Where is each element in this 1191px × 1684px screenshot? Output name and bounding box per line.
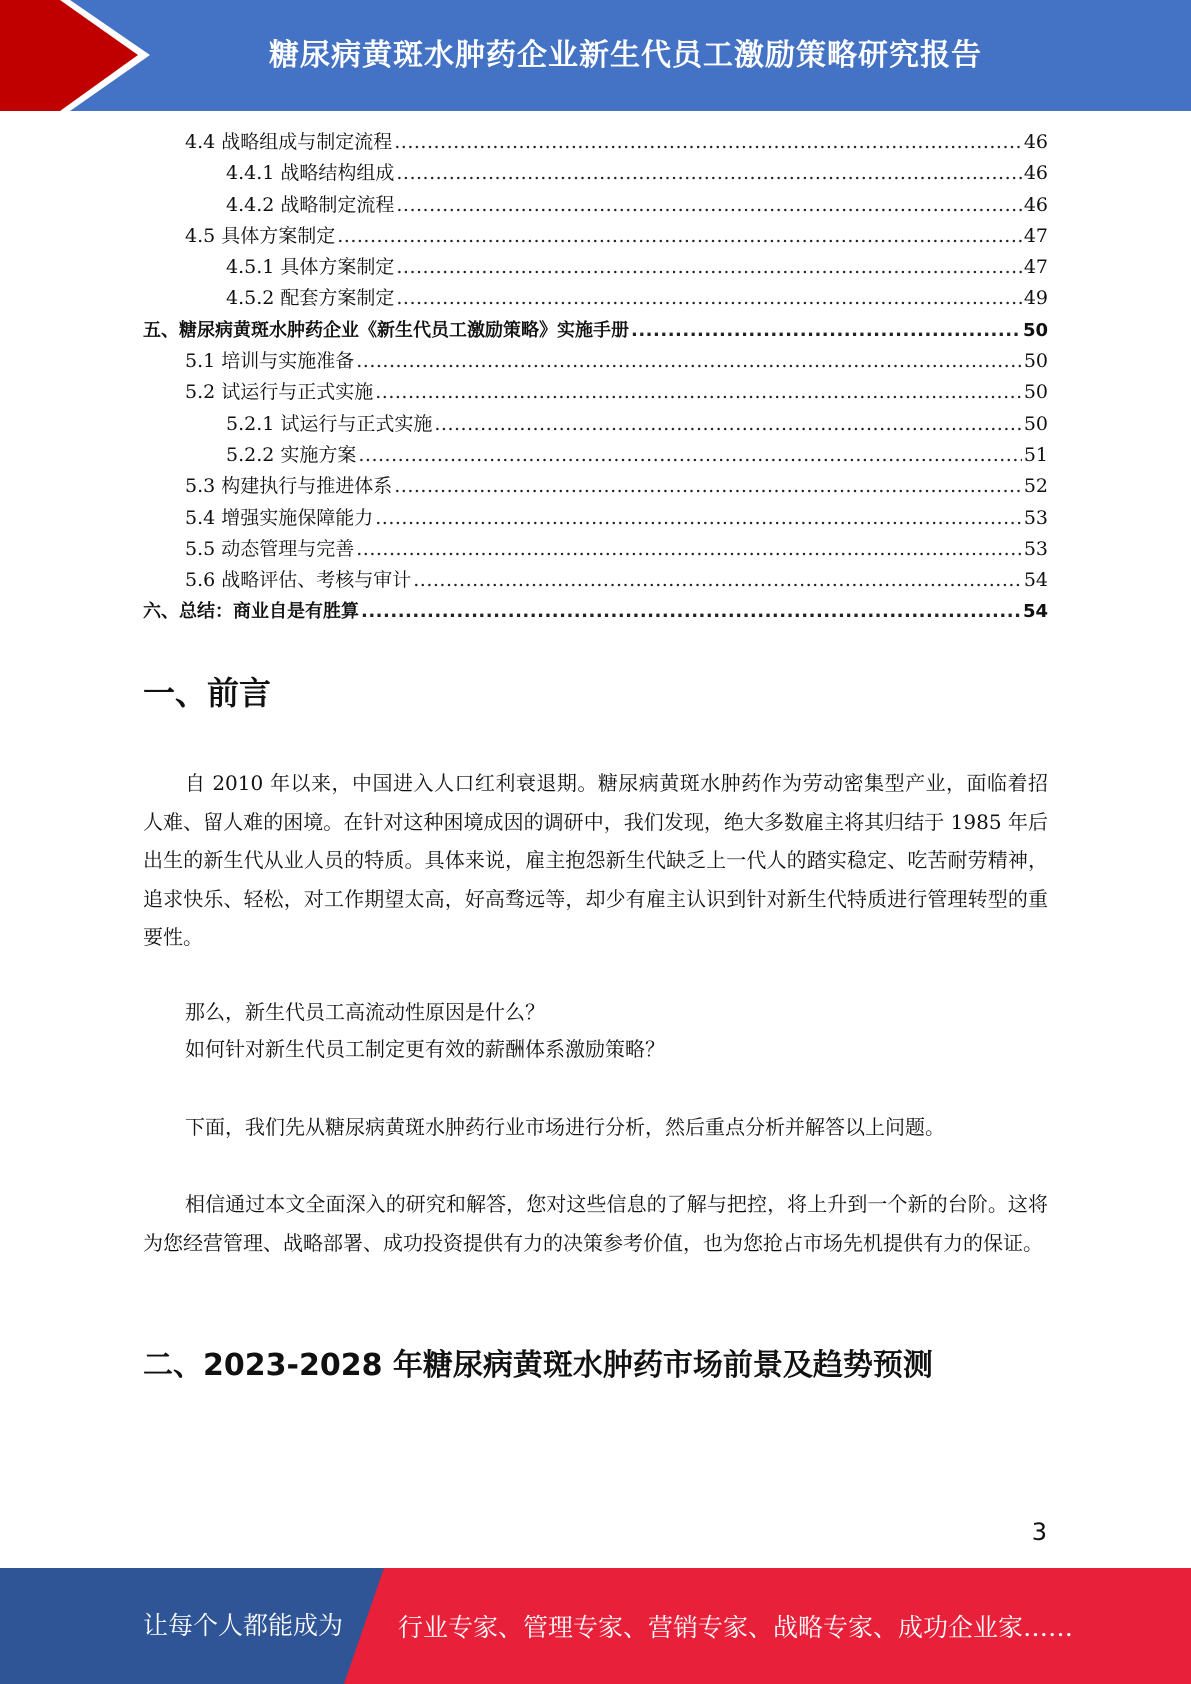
toc-dot-leader [356,534,1022,565]
intro-question-1: 那么，新生代员工高流动性原因是什么？ [185,1000,545,1024]
footer-slogan-right: 行业专家、管理专家、营销专家、战略专家、成功企业家…… [398,1613,1074,1642]
toc-entry-label: 4.4.1 战略结构组成 [226,162,395,185]
toc-dot-leader [396,190,1021,221]
toc-entry-page: 54 [1023,569,1048,592]
toc-entry-label: 五、糖尿病黄斑水肿药企业《新生代员工激励策略》实施手册 [143,319,629,341]
toc-entry-label: 5.2.1 试运行与正式实施 [226,412,433,435]
intro-paragraph-3: 下面，我们先从糖尿病黄斑水肿药行业市场进行分析，然后重点分析并解答以上问题。 [185,1115,945,1139]
toc-entry[interactable] [143,315,1048,346]
page-footer [0,1568,1191,1684]
intro-paragraph-4: 相信通过本文全面深入的研究和解答，您对这些信息的了解与把控，将上升到一个新的台阶。这将为您经营管理、战略部署、成功投资提供有力的决策参考价值，也为您抢占市场先机提供有力的保证。 [143,1192,1048,1255]
toc-entry-label: 六、总结：商业自是有胜算 [143,601,359,623]
toc-entry-page: 46 [1023,162,1048,185]
section-heading-intro: 一、前言 [143,674,272,712]
toc-dot-leader [356,346,1022,377]
intro-paragraph-1: 自 2010 年以来，中国进入人口红利衰退期。糖尿病黄斑水肿药作为劳动密集型产业，面临着招人难、留人难的困境。在针对这种困境成因的调研中，我们发现，绝大多数雇主将其归结于 1985 年后出生的新生代从业人员的特质。具体来说，雇主抱怨新生代缺乏上一代人的踏实稳定、吃苦耐劳精神，追求快乐、轻松，对工作期望太高，好高骛远等，却少有雇主认识到针对新生代特质进行管理转型的重要性。 [143,771,1048,949]
toc-entry-page: 50 [1023,350,1048,373]
toc-dot-leader [375,377,1022,408]
toc-dot-leader [361,596,1021,627]
toc-entry-page: 50 [1023,412,1048,435]
toc-entry-page: 46 [1023,131,1048,153]
toc-entry-label: 4.4 战略组成与制定流程 [185,131,393,153]
toc-entry[interactable] [143,565,1048,596]
toc-dot-leader [396,283,1021,314]
page-header [0,0,1191,111]
page-number: 3 [1031,1518,1047,1546]
toc-dot-leader [434,409,1021,440]
toc-entry[interactable] [143,377,1048,408]
toc-dot-leader [394,471,1022,502]
toc-entry[interactable] [143,127,1048,158]
table-of-contents [143,127,1048,628]
toc-entry-page: 47 [1023,256,1048,279]
toc-entry-label: 5.2 试运行与正式实施 [185,381,374,404]
toc-entry-label: 4.5 具体方案制定 [185,224,336,247]
toc-entry[interactable] [143,283,1048,314]
toc-entry-page: 51 [1023,443,1048,466]
header-title: 糖尿病黄斑水肿药企业新生代员工激励策略研究报告 [269,38,982,73]
toc-entry[interactable] [143,534,1048,565]
toc-dot-leader [358,440,1021,471]
toc-entry[interactable] [143,503,1048,534]
toc-entry-page: 54 [1022,601,1048,623]
toc-entry-label: 5.1 培训与实施准备 [185,350,355,373]
toc-entry-page: 52 [1023,475,1048,498]
section-heading-market: 二、2023-2028 年糖尿病黄斑水肿药市场前景及趋势预测 [143,1348,933,1383]
toc-entry[interactable] [143,440,1048,471]
toc-dot-leader [337,221,1022,252]
intro-question-2: 如何针对新生代员工制定更有效的薪酬体系激励策略？ [185,1037,665,1061]
toc-entry-page: 47 [1023,224,1048,247]
toc-entry[interactable] [143,158,1048,189]
toc-dot-leader [396,158,1021,189]
toc-entry-page: 49 [1023,287,1048,310]
footer-slogan-left: 让每个人都能成为 [143,1611,344,1640]
toc-entry-label: 5.4 增强实施保障能力 [185,506,374,529]
toc-entry-page: 53 [1023,506,1048,529]
toc-dot-leader [396,252,1021,283]
toc-dot-leader [394,127,1022,158]
toc-entry-label: 5.2.2 实施方案 [226,443,357,466]
toc-dot-leader [413,565,1022,596]
toc-entry[interactable] [143,409,1048,440]
toc-entry-label: 4.4.2 战略制定流程 [226,193,395,216]
toc-entry[interactable] [143,596,1048,627]
toc-entry[interactable] [143,252,1048,283]
toc-entry-label: 4.5.2 配套方案制定 [226,287,395,310]
toc-dot-leader [631,315,1021,346]
toc-entry-label: 5.6 战略评估、考核与审计 [185,569,412,592]
toc-entry-page: 53 [1023,537,1048,560]
toc-entry-page: 50 [1023,381,1048,404]
toc-entry-label: 5.3 构建执行与推进体系 [185,475,393,498]
toc-entry-label: 5.5 动态管理与完善 [185,537,355,560]
toc-dot-leader [375,503,1022,534]
toc-entry[interactable] [143,346,1048,377]
toc-entry[interactable] [143,221,1048,252]
toc-entry[interactable] [143,471,1048,502]
toc-entry[interactable] [143,190,1048,221]
toc-entry-label: 4.5.1 具体方案制定 [226,256,395,279]
toc-entry-page: 50 [1022,319,1048,341]
toc-entry-page: 46 [1023,193,1048,216]
